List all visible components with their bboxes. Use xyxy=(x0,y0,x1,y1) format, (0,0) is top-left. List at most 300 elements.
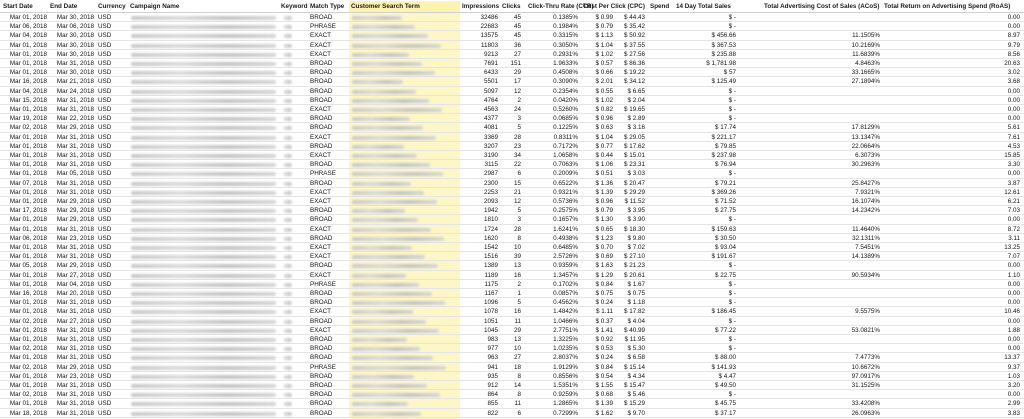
currency-cell[interactable]: USD xyxy=(98,216,112,224)
cpc-cell[interactable]: $ 0.75 xyxy=(595,290,613,297)
currency-cell[interactable]: USD xyxy=(98,308,112,316)
roas-cell[interactable]: 7.07 xyxy=(1007,253,1020,261)
match-type-cell[interactable]: EXACT xyxy=(310,50,331,58)
impressions-cell[interactable]: 822 xyxy=(487,409,498,417)
impressions-cell[interactable]: 1542 xyxy=(483,244,498,251)
start-date-cell[interactable]: Mar 01, 2018 xyxy=(9,216,47,224)
clicks-cell[interactable]: 27 xyxy=(513,354,521,362)
impressions-cell[interactable]: 1516 xyxy=(483,253,498,261)
match-type-cell[interactable]: EXACT xyxy=(310,225,331,233)
roas-cell[interactable]: 0.00 xyxy=(1007,391,1020,399)
start-date-cell[interactable]: Mar 01, 2018 xyxy=(9,50,47,58)
cpc-cell[interactable]: $ 1.55 xyxy=(595,382,613,389)
currency-cell[interactable]: USD xyxy=(98,179,112,187)
end-date-cell[interactable]: Mar 29, 2018 xyxy=(56,207,94,215)
column-header[interactable]: Impressions xyxy=(462,3,500,10)
spend-cell[interactable]: $ 21.23 xyxy=(623,262,645,270)
column-header[interactable]: Spend xyxy=(650,3,670,10)
total-sales-cell[interactable]: $ - xyxy=(728,115,736,123)
acos-cell[interactable]: 53.0821% xyxy=(851,326,880,334)
total-sales-cell[interactable]: $ 235.88 xyxy=(711,50,736,58)
match-type-cell[interactable]: EXACT xyxy=(310,106,331,113)
end-date-cell[interactable]: Mar 31, 2018 xyxy=(56,152,94,159)
currency-cell[interactable]: USD xyxy=(98,198,112,205)
cpc-cell[interactable]: $ 0.77 xyxy=(595,142,613,150)
start-date-cell[interactable]: Mar 01, 2018 xyxy=(9,142,47,150)
start-date-cell[interactable]: Mar 02, 2018 xyxy=(9,363,47,371)
spend-cell[interactable]: $ 2.89 xyxy=(627,115,645,123)
end-date-cell[interactable]: Mar 31, 2018 xyxy=(56,244,94,251)
total-sales-cell[interactable]: $ - xyxy=(728,262,736,270)
acos-cell[interactable]: 14.2342% xyxy=(851,207,880,215)
currency-cell[interactable]: USD xyxy=(98,409,112,417)
ctr-cell[interactable]: 0.7172% xyxy=(553,142,578,150)
end-date-cell[interactable]: Mar 29, 2018 xyxy=(56,198,94,205)
start-date-cell[interactable]: Mar 01, 2018 xyxy=(9,271,47,279)
spend-cell[interactable]: $ 15.47 xyxy=(623,382,645,389)
total-sales-cell[interactable]: $ 45.75 xyxy=(714,400,736,408)
impressions-cell[interactable]: 6433 xyxy=(483,69,498,77)
total-sales-cell[interactable]: $ 37.17 xyxy=(714,409,736,417)
start-date-cell[interactable]: Mar 07, 2018 xyxy=(9,179,47,187)
total-sales-cell[interactable]: $ 93.04 xyxy=(714,244,736,251)
table-row[interactable] xyxy=(0,77,1024,86)
roas-cell[interactable]: 0.00 xyxy=(1007,14,1020,21)
end-date-cell[interactable]: Mar 31, 2018 xyxy=(56,133,94,141)
cpc-cell[interactable]: $ 0.96 xyxy=(595,198,613,205)
acos-cell[interactable]: 30.2963% xyxy=(851,161,880,169)
table-row[interactable] xyxy=(0,252,1024,261)
ctr-cell[interactable]: 0.3050% xyxy=(553,41,578,49)
ctr-cell[interactable]: 1.0466% xyxy=(553,317,578,325)
start-date-cell[interactable]: Mar 01, 2018 xyxy=(9,354,47,362)
match-type-cell[interactable]: BROAD xyxy=(310,115,333,123)
clicks-cell[interactable]: 3 xyxy=(517,216,521,224)
total-sales-cell[interactable]: $ - xyxy=(728,14,736,21)
ctr-cell[interactable]: 0.8556% xyxy=(553,372,578,380)
match-type-cell[interactable]: BROAD xyxy=(310,262,333,270)
match-type-cell[interactable]: EXACT xyxy=(310,271,331,279)
impressions-cell[interactable]: 1078 xyxy=(483,308,498,316)
end-date-cell[interactable]: Mar 31, 2018 xyxy=(56,382,94,389)
column-header[interactable]: 14 Day Total Sales xyxy=(676,3,731,10)
table-row[interactable] xyxy=(0,188,1024,197)
acos-cell[interactable]: 27.1894% xyxy=(851,78,880,86)
ctr-cell[interactable]: 0.0857% xyxy=(553,290,578,297)
table-row[interactable] xyxy=(0,381,1024,390)
ctr-cell[interactable]: 1.4842% xyxy=(553,308,578,316)
impressions-cell[interactable]: 1389 xyxy=(483,262,498,270)
currency-cell[interactable]: USD xyxy=(98,60,112,67)
roas-cell[interactable]: 3.68 xyxy=(1007,78,1020,86)
currency-cell[interactable]: USD xyxy=(98,280,112,288)
spend-cell[interactable]: $ 19.65 xyxy=(623,106,645,113)
cpc-cell[interactable]: $ 0.65 xyxy=(595,225,613,233)
ctr-cell[interactable]: 0.0420% xyxy=(553,96,578,104)
ctr-cell[interactable]: 1.6241% xyxy=(553,225,578,233)
cpc-cell[interactable]: $ 0.53 xyxy=(595,345,613,353)
cpc-cell[interactable]: $ 0.69 xyxy=(595,253,613,261)
end-date-cell[interactable]: Mar 29, 2018 xyxy=(56,262,94,270)
ctr-cell[interactable]: 1.9129% xyxy=(553,363,578,371)
roas-cell[interactable]: 10.46 xyxy=(1004,308,1020,316)
currency-cell[interactable]: USD xyxy=(98,244,112,251)
column-header[interactable]: Keyword xyxy=(281,3,308,10)
table-row[interactable] xyxy=(0,142,1024,151)
clicks-cell[interactable]: 29 xyxy=(513,326,521,334)
clicks-cell[interactable]: 8 xyxy=(517,234,521,242)
table-row[interactable] xyxy=(0,215,1024,224)
end-date-cell[interactable]: Mar 31, 2018 xyxy=(56,326,94,334)
currency-cell[interactable]: USD xyxy=(98,354,112,362)
clicks-cell[interactable]: 28 xyxy=(513,133,521,141)
table-row[interactable] xyxy=(0,197,1024,206)
start-date-cell[interactable]: Mar 01, 2018 xyxy=(9,188,47,196)
start-date-cell[interactable]: Mar 01, 2018 xyxy=(9,244,47,251)
cpc-cell[interactable]: $ 0.24 xyxy=(595,299,613,307)
cpc-cell[interactable]: $ 0.54 xyxy=(595,372,613,380)
total-sales-cell[interactable]: $ - xyxy=(728,87,736,95)
end-date-cell[interactable]: Mar 31, 2018 xyxy=(56,179,94,187)
start-date-cell[interactable]: Mar 01, 2018 xyxy=(9,308,47,316)
table-row[interactable] xyxy=(0,390,1024,399)
ctr-cell[interactable]: 0.2354% xyxy=(553,87,578,95)
impressions-cell[interactable]: 4081 xyxy=(483,124,498,132)
impressions-cell[interactable]: 935 xyxy=(487,372,498,380)
match-type-cell[interactable]: BROAD xyxy=(310,345,333,353)
start-date-cell[interactable]: Mar 01, 2018 xyxy=(9,106,47,113)
currency-cell[interactable]: USD xyxy=(98,69,112,77)
table-row[interactable] xyxy=(0,160,1024,169)
end-date-cell[interactable]: Mar 30, 2018 xyxy=(56,14,94,21)
table-row[interactable] xyxy=(0,31,1024,40)
spend-cell[interactable]: $ 29.29 xyxy=(623,188,645,196)
start-date-cell[interactable]: Mar 01, 2018 xyxy=(9,326,47,334)
roas-cell[interactable]: 4.53 xyxy=(1007,142,1020,150)
match-type-cell[interactable]: EXACT xyxy=(310,308,331,316)
acos-cell[interactable]: 10.2169% xyxy=(851,41,880,49)
ctr-cell[interactable]: 0.0685% xyxy=(553,115,578,123)
cpc-cell[interactable]: $ 0.66 xyxy=(595,69,613,77)
start-date-cell[interactable]: Mar 04, 2018 xyxy=(9,87,47,95)
column-header[interactable]: Campaign Name xyxy=(130,3,180,10)
end-date-cell[interactable]: Mar 31, 2018 xyxy=(56,60,94,67)
cpc-cell[interactable]: $ 0.24 xyxy=(595,354,613,362)
clicks-cell[interactable]: 28 xyxy=(513,225,521,233)
currency-cell[interactable]: USD xyxy=(98,382,112,389)
start-date-cell[interactable]: Mar 01, 2018 xyxy=(9,161,47,169)
spend-cell[interactable]: $ 23.31 xyxy=(623,161,645,169)
ctr-cell[interactable]: 0.2575% xyxy=(553,207,578,215)
start-date-cell[interactable]: Mar 01, 2018 xyxy=(9,152,47,159)
acos-cell[interactable]: 17.8129% xyxy=(851,124,880,132)
impressions-cell[interactable]: 912 xyxy=(487,382,498,389)
impressions-cell[interactable]: 1620 xyxy=(483,234,498,242)
total-sales-cell[interactable]: $ 77.22 xyxy=(714,326,736,334)
ctr-cell[interactable]: 0.9359% xyxy=(553,262,578,270)
impressions-cell[interactable]: 2300 xyxy=(483,179,498,187)
roas-cell[interactable]: 9.37 xyxy=(1007,363,1020,371)
roas-cell[interactable]: 20.63 xyxy=(1004,60,1020,67)
cpc-cell[interactable]: $ 0.57 xyxy=(595,60,613,67)
start-date-cell[interactable]: Mar 02, 2018 xyxy=(9,345,47,353)
match-type-cell[interactable]: BROAD xyxy=(310,354,333,362)
cpc-cell[interactable]: $ 1.02 xyxy=(595,50,613,58)
total-sales-cell[interactable]: $ 71.52 xyxy=(714,198,736,205)
roas-cell[interactable]: 13.25 xyxy=(1004,244,1020,251)
ctr-cell[interactable]: 0.4508% xyxy=(553,69,578,77)
cpc-cell[interactable]: $ 1.06 xyxy=(595,161,613,169)
impressions-cell[interactable]: 7691 xyxy=(483,60,498,67)
cpc-cell[interactable]: $ 1.29 xyxy=(595,271,613,279)
acos-cell[interactable]: 10.6672% xyxy=(851,363,880,371)
match-type-cell[interactable]: BROAD xyxy=(310,14,333,21)
table-row[interactable] xyxy=(0,335,1024,344)
roas-cell[interactable]: 7.61 xyxy=(1007,133,1020,141)
match-type-cell[interactable]: BROAD xyxy=(310,336,333,343)
total-sales-cell[interactable]: $ 4.47 xyxy=(718,372,736,380)
currency-cell[interactable]: USD xyxy=(98,326,112,334)
start-date-cell[interactable]: Mar 01, 2018 xyxy=(9,170,47,178)
end-date-cell[interactable]: Mar 23, 2018 xyxy=(56,234,94,242)
column-header[interactable]: Total Advertising Cost of Sales (ACoS) xyxy=(764,3,880,10)
spend-cell[interactable]: $ 37.55 xyxy=(623,41,645,49)
cpc-cell[interactable]: $ 1.04 xyxy=(595,133,613,141)
total-sales-cell[interactable]: $ - xyxy=(728,106,736,113)
end-date-cell[interactable]: Mar 31, 2018 xyxy=(56,225,94,233)
spend-cell[interactable]: $ 3.03 xyxy=(627,170,645,178)
roas-cell[interactable]: 0.00 xyxy=(1007,216,1020,224)
roas-cell[interactable]: 0.00 xyxy=(1007,317,1020,325)
ctr-cell[interactable]: 1.5351% xyxy=(553,382,578,389)
clicks-cell[interactable]: 8 xyxy=(517,391,521,399)
end-date-cell[interactable]: Mar 31, 2018 xyxy=(56,299,94,307)
total-sales-cell[interactable]: $ 191.67 xyxy=(711,253,736,261)
spend-cell[interactable]: $ 6.58 xyxy=(627,354,645,362)
currency-cell[interactable]: USD xyxy=(98,152,112,159)
acos-cell[interactable]: 9.5575% xyxy=(855,308,880,316)
roas-cell[interactable]: 6.21 xyxy=(1007,198,1020,205)
match-type-cell[interactable]: EXACT xyxy=(310,198,331,205)
table-row[interactable] xyxy=(0,225,1024,234)
match-type-cell[interactable]: PHRASE xyxy=(310,363,336,371)
roas-cell[interactable]: 3.83 xyxy=(1007,409,1020,417)
spend-cell[interactable]: $ 11.52 xyxy=(624,198,645,205)
spend-cell[interactable]: $ 3.16 xyxy=(627,124,645,132)
clicks-cell[interactable]: 1 xyxy=(517,290,521,297)
impressions-cell[interactable]: 1051 xyxy=(483,317,498,325)
impressions-cell[interactable]: 4377 xyxy=(483,115,498,123)
roas-cell[interactable]: 0.00 xyxy=(1007,170,1020,178)
ctr-cell[interactable]: 2.8037% xyxy=(553,354,578,362)
clicks-cell[interactable]: 5 xyxy=(517,299,521,307)
spend-cell[interactable]: $ 29.05 xyxy=(623,133,645,141)
ctr-cell[interactable]: 0.6485% xyxy=(553,244,578,251)
clicks-cell[interactable]: 21 xyxy=(513,188,521,196)
start-date-cell[interactable]: Mar 01, 2018 xyxy=(9,280,47,288)
table-row[interactable] xyxy=(0,22,1024,31)
match-type-cell[interactable]: EXACT xyxy=(310,152,331,159)
acos-cell[interactable]: 25.8427% xyxy=(851,179,880,187)
currency-cell[interactable]: USD xyxy=(98,345,112,353)
table-row[interactable] xyxy=(0,372,1024,381)
end-date-cell[interactable]: Mar 29, 2018 xyxy=(56,363,94,371)
cpc-cell[interactable]: $ 0.68 xyxy=(595,391,613,399)
impressions-cell[interactable]: 1942 xyxy=(483,207,498,215)
ctr-cell[interactable]: 0.3090% xyxy=(553,78,578,86)
clicks-cell[interactable]: 5 xyxy=(517,124,521,132)
total-sales-cell[interactable]: $ 88.00 xyxy=(714,354,736,362)
table-row[interactable] xyxy=(0,123,1024,132)
start-date-cell[interactable]: Mar 01, 2018 xyxy=(9,198,47,205)
match-type-cell[interactable]: BROAD xyxy=(310,216,333,224)
end-date-cell[interactable]: Mar 31, 2018 xyxy=(56,400,94,408)
end-date-cell[interactable]: Mar 24, 2018 xyxy=(56,87,94,95)
spend-cell[interactable]: $ 1.18 xyxy=(627,299,645,307)
ctr-cell[interactable]: 0.1225% xyxy=(553,124,578,132)
end-date-cell[interactable]: Mar 31, 2018 xyxy=(56,96,94,104)
cpc-cell[interactable]: $ 0.44 xyxy=(595,152,613,159)
total-sales-cell[interactable]: $ 125.49 xyxy=(711,78,736,86)
ctr-cell[interactable]: 1.0235% xyxy=(553,345,578,353)
ctr-cell[interactable]: 0.1657% xyxy=(553,216,578,224)
match-type-cell[interactable]: EXACT xyxy=(310,253,331,261)
clicks-cell[interactable]: 8 xyxy=(517,372,521,380)
total-sales-cell[interactable]: $ 57 xyxy=(723,69,736,77)
currency-cell[interactable]: USD xyxy=(98,400,112,408)
acos-cell[interactable]: 11.4640% xyxy=(852,225,880,233)
start-date-cell[interactable]: Mar 01, 2018 xyxy=(9,41,47,49)
table-row[interactable] xyxy=(0,326,1024,335)
roas-cell[interactable]: 0.00 xyxy=(1007,262,1020,270)
currency-cell[interactable]: USD xyxy=(98,234,112,242)
cpc-cell[interactable]: $ 1.11 xyxy=(595,308,613,316)
impressions-cell[interactable]: 32486 xyxy=(480,14,498,21)
currency-cell[interactable]: USD xyxy=(98,161,112,169)
spend-cell[interactable]: $ 86.36 xyxy=(623,60,645,67)
match-type-cell[interactable]: BROAD xyxy=(310,179,333,187)
roas-cell[interactable]: 5.61 xyxy=(1007,124,1020,132)
spend-cell[interactable]: $ 0.75 xyxy=(627,290,645,297)
total-sales-cell[interactable]: $ - xyxy=(728,290,736,297)
clicks-cell[interactable]: 2 xyxy=(517,280,521,288)
cpc-cell[interactable]: $ 1.63 xyxy=(595,262,613,270)
spend-cell[interactable]: $ 9.80 xyxy=(627,234,645,242)
currency-cell[interactable]: USD xyxy=(98,363,112,371)
acos-cell[interactable]: 6.3073% xyxy=(855,152,880,159)
cpc-cell[interactable]: $ 1.41 xyxy=(595,326,613,334)
impressions-cell[interactable]: 1189 xyxy=(484,271,498,279)
clicks-cell[interactable]: 39 xyxy=(513,253,521,261)
total-sales-cell[interactable]: $ 76.94 xyxy=(714,161,736,169)
cpc-cell[interactable]: $ 1.30 xyxy=(595,216,613,224)
clicks-cell[interactable]: 22 xyxy=(513,161,521,169)
spend-cell[interactable]: $ 5.30 xyxy=(627,345,645,353)
clicks-cell[interactable]: 10 xyxy=(513,345,521,353)
acos-cell[interactable]: 13.1347% xyxy=(851,133,880,141)
end-date-cell[interactable]: Mar 31, 2018 xyxy=(56,354,94,362)
table-row[interactable] xyxy=(0,114,1024,123)
clicks-cell[interactable]: 11 xyxy=(514,317,521,325)
end-date-cell[interactable]: Mar 30, 2018 xyxy=(56,69,94,77)
total-sales-cell[interactable]: $ 79.21 xyxy=(714,179,736,187)
currency-cell[interactable]: USD xyxy=(98,391,112,399)
match-type-cell[interactable]: BROAD xyxy=(310,161,333,169)
ctr-cell[interactable]: 0.8311% xyxy=(553,133,578,141)
clicks-cell[interactable]: 24 xyxy=(513,106,521,113)
roas-cell[interactable]: 0.00 xyxy=(1007,106,1020,113)
end-date-cell[interactable]: Mar 27, 2018 xyxy=(56,271,94,279)
table-row[interactable] xyxy=(0,298,1024,307)
currency-cell[interactable]: USD xyxy=(98,188,112,196)
table-row[interactable] xyxy=(0,169,1024,178)
roas-cell[interactable]: 0.00 xyxy=(1007,87,1020,95)
end-date-cell[interactable]: Mar 31, 2018 xyxy=(56,161,94,169)
column-header[interactable]: Total Return on Advertising Spend (RoAS) xyxy=(884,3,1011,10)
clicks-cell[interactable]: 12 xyxy=(513,87,521,95)
match-type-cell[interactable]: BROAD xyxy=(310,409,333,417)
match-type-cell[interactable]: BROAD xyxy=(310,207,333,215)
end-date-cell[interactable]: Mar 30, 2018 xyxy=(56,32,94,40)
table-row[interactable] xyxy=(0,399,1024,408)
roas-cell[interactable]: 8.97 xyxy=(1007,32,1020,40)
clicks-cell[interactable]: 36 xyxy=(513,41,521,49)
table-row[interactable] xyxy=(0,96,1024,105)
start-date-cell[interactable]: Mar 01, 2018 xyxy=(9,60,47,67)
match-type-cell[interactable]: EXACT xyxy=(310,41,331,49)
clicks-cell[interactable]: 13 xyxy=(513,336,521,343)
impressions-cell[interactable]: 22683 xyxy=(480,23,498,31)
end-date-cell[interactable]: Mar 31, 2018 xyxy=(56,336,94,343)
cpc-cell[interactable]: $ 1.13 xyxy=(595,32,613,40)
end-date-cell[interactable]: Mar 23, 2018 xyxy=(56,372,94,380)
currency-cell[interactable]: USD xyxy=(98,78,112,86)
spend-cell[interactable]: $ 2.04 xyxy=(627,96,645,104)
spend-cell[interactable]: $ 15.14 xyxy=(623,363,645,371)
end-date-cell[interactable]: Mar 31, 2018 xyxy=(56,409,94,417)
match-type-cell[interactable]: PHRASE xyxy=(310,280,336,288)
currency-cell[interactable]: USD xyxy=(98,50,112,58)
impressions-cell[interactable]: 3207 xyxy=(483,142,498,150)
clicks-cell[interactable]: 15 xyxy=(513,179,521,187)
acos-cell[interactable]: 4.8463% xyxy=(855,60,880,67)
currency-cell[interactable]: USD xyxy=(98,207,112,215)
total-sales-cell[interactable]: $ 456.66 xyxy=(711,32,736,40)
start-date-cell[interactable]: Mar 17, 2018 xyxy=(9,207,47,215)
roas-cell[interactable]: 1.10 xyxy=(1007,271,1020,279)
match-type-cell[interactable]: BROAD xyxy=(310,391,333,399)
total-sales-cell[interactable]: $ - xyxy=(728,299,736,307)
table-row[interactable] xyxy=(0,87,1024,96)
total-sales-cell[interactable]: $ 367.53 xyxy=(711,41,736,49)
match-type-cell[interactable]: BROAD xyxy=(310,382,333,389)
table-row[interactable] xyxy=(0,363,1024,372)
total-sales-cell[interactable]: $ 159.63 xyxy=(711,225,736,233)
ctr-cell[interactable]: 0.5736% xyxy=(553,198,578,205)
roas-cell[interactable]: 2.99 xyxy=(1007,400,1020,408)
impressions-cell[interactable]: 3115 xyxy=(484,161,498,169)
spend-cell[interactable]: $ 27.56 xyxy=(623,50,645,58)
total-sales-cell[interactable]: $ - xyxy=(728,345,736,353)
spend-cell[interactable]: $ 44.43 xyxy=(623,14,645,21)
currency-cell[interactable]: USD xyxy=(98,32,112,40)
clicks-cell[interactable]: 16 xyxy=(513,308,521,316)
currency-cell[interactable]: USD xyxy=(98,225,112,233)
total-sales-cell[interactable]: $ 49.50 xyxy=(714,382,736,389)
impressions-cell[interactable]: 1810 xyxy=(483,216,498,224)
end-date-cell[interactable]: Mar 31, 2018 xyxy=(56,345,94,353)
cpc-cell[interactable]: $ 0.96 xyxy=(595,115,613,123)
